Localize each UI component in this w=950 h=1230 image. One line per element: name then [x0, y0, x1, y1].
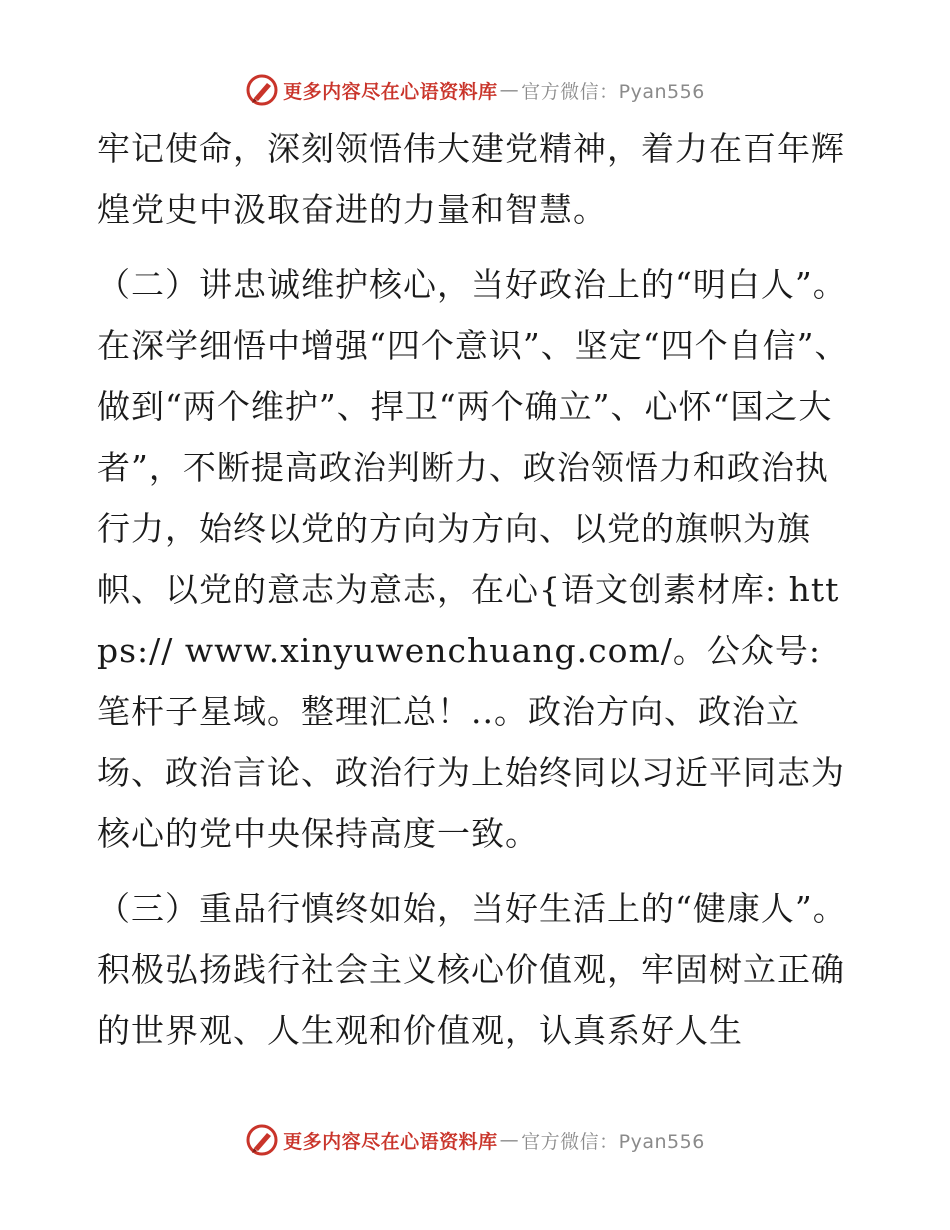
footer-watermark	[0, 1120, 950, 1160]
paragraph: （二）讲忠诚维护核心，当好政治上的“明白人”。在深学细悟中增强“四个意识”、坚定“四个自信”、做到“两个维护”、捍卫“两个确立”、心怀“国之大者”，不断提高政治判断力、政治领悟力和政治执行力，始终以党的方向为方向、以党的旗帜为旗帜、以党的意志为意志，在心{语文创素材库: https:// www.xinyuwenchuang.com/。公众号: 笔杆子星域。整理汇总！..。政治方向、政治立场、政治言论、政治行为上始终同以习近平同志为核心的党中央保持高度一致。	[97, 265, 849, 853]
watermark-title: 更多内容尽在心语资料库	[283, 1130, 498, 1153]
watermark-title: 更多内容尽在心语资料库	[283, 80, 498, 103]
document-body	[97, 118, 857, 1075]
pen-logo-icon	[245, 73, 279, 107]
paragraph: 牢记使命，深刻领悟伟大建党精神，着力在百年辉煌党史中汲取奋进的力量和智慧。	[97, 129, 845, 229]
watermark-contact: 官方微信：Pyan556	[521, 1130, 705, 1153]
paragraph: （三）重品行慎终如始，当好生活上的“健康人”。积极弘扬践行社会主义核心价值观，牢固树立正确的世界观、人生观和价值观，认真系好人生	[97, 889, 847, 1050]
pen-logo-icon	[245, 1123, 279, 1157]
header-watermark	[0, 70, 950, 110]
watermark-separator: —	[499, 79, 520, 101]
watermark-separator: —	[499, 1129, 520, 1151]
watermark-contact: 官方微信：Pyan556	[521, 80, 705, 103]
